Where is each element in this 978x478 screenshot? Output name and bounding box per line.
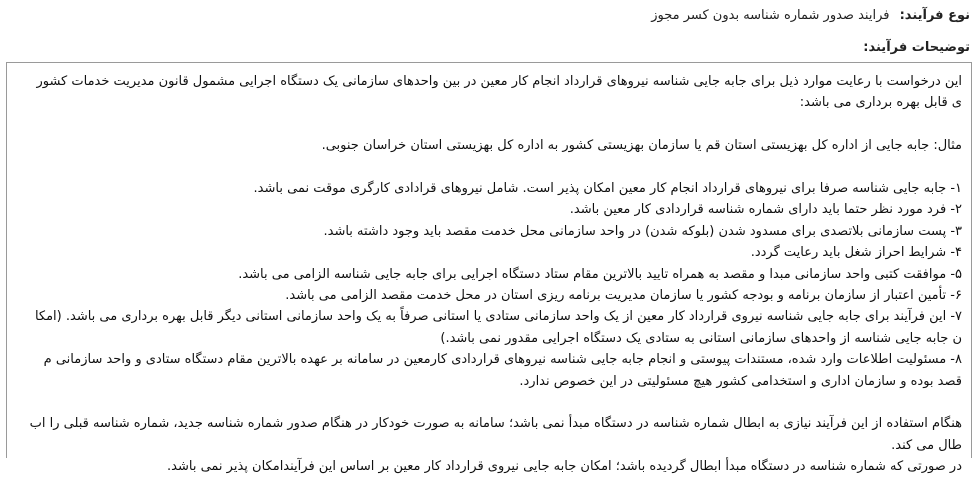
process-type-label: نوع فرآیند: (899, 8, 970, 23)
description-line: ۲- فرد مورد نظر حتما باید دارای شماره شناسه قراردادی کار معین باشد. (569, 202, 962, 218)
description-line: قصد بوده و سازمان اداری و استخدامی کشور هیچ مسئولیتی در این خصوص ندارد. (519, 373, 962, 389)
description-line: ۵- موافقت کتبی واحد سازمانی مبدا و مقصد به همراه تایید بالاترین مقام ستاد دستگاه اجرایی برای جابه جایی شناسه الزامی می باشد. (238, 266, 962, 282)
description-blank-line (16, 114, 962, 135)
description-line: مثال: جابه جایی از اداره کل بهزیستی استان قم یا سازمان بهزیستی کشور به اداره کل بهزیستی استان خراسان جنوبی. (321, 138, 962, 154)
description-blank-line (16, 157, 962, 178)
description-line: در صورتی که شماره شناسه در دستگاه مبدأ ابطال گردیده باشد؛ امکان جابه جایی نیروی قرارداد کار معین بر اساس این فرآیندامکان پذیر نمی باشد. (167, 459, 962, 475)
description-line: ۸- مسئولیت اطلاعات وارد شده، مستندات پیوستی و انجام جابه جایی شناسه نیروهای قراردادی کارمعین در سامانه بر عهده بالاترین مقام دستگاه ستادی و واحد سازمانی م (43, 352, 962, 368)
description-line: ۶- تأمین اعتبار از سازمان برنامه و بودجه کشور یا سازمان مدیریت برنامه ریزی استان در محل خدمت مقصد الزامی می باشد. (285, 288, 962, 304)
description-line: این درخواست با رعایت موارد ذیل برای جابه جایی شناسه نیروهای قرارداد انجام کار معین در بین واحدهای سازمانی یک دستگاه اجرایی مشمول قانون مدیریت خدمات کشور (36, 74, 962, 89)
description-line: طال می کند. (891, 437, 962, 453)
description-line: ی قابل بهره برداری می باشد: (799, 95, 962, 111)
description-line: ۱- جابه جایی شناسه صرفا برای نیروهای قرارداد انجام کار معین امکان پذیر است. شامل نیروهای قرادادی کارگری موقت نمی باشد. (253, 181, 962, 196)
description-line: ن جابه جایی شناسه از واحدهای سازمانی استانی به ستادی یک دستگاه اجرایی مقدور نمی باشد.) (440, 330, 962, 346)
description-line: ۳- پست سازمانی بلاتصدی برای مسدود شدن (بلوکه شدن) در واحد سازمانی محل خدمت مقصد باید وجود داشته باشد. (323, 223, 962, 239)
process-description-label: توضیحات فرآیند: (863, 40, 970, 55)
process-description-textbox[interactable] (6, 62, 972, 475)
description-line: هنگام استفاده از این فرآیند نیازی به ابطال شماره شناسه در دستگاه مبدأ نمی باشد؛ سامانه به صورت خودکار در هنگام صدور شماره شناسه جدید، شماره شناسه قبلی را اب (29, 416, 962, 432)
process-type-row (8, 6, 970, 26)
description-line: ۷- این فرآیند برای جابه جایی شناسه نیروی قرارداد کار معین از یک واحد سازمانی ستادی یا استانی صرفاً به یک واحد سازمانی استانی دیگر قابل بهره برداری می باشد. (امکا (34, 309, 962, 325)
process-type-value: فرایند صدور شماره شناسه بدون کسر مجوز (651, 8, 890, 23)
description-line: ۴- شرایط احراز شغل باید رعایت گردد. (750, 245, 962, 261)
description-blank-line (16, 392, 962, 413)
